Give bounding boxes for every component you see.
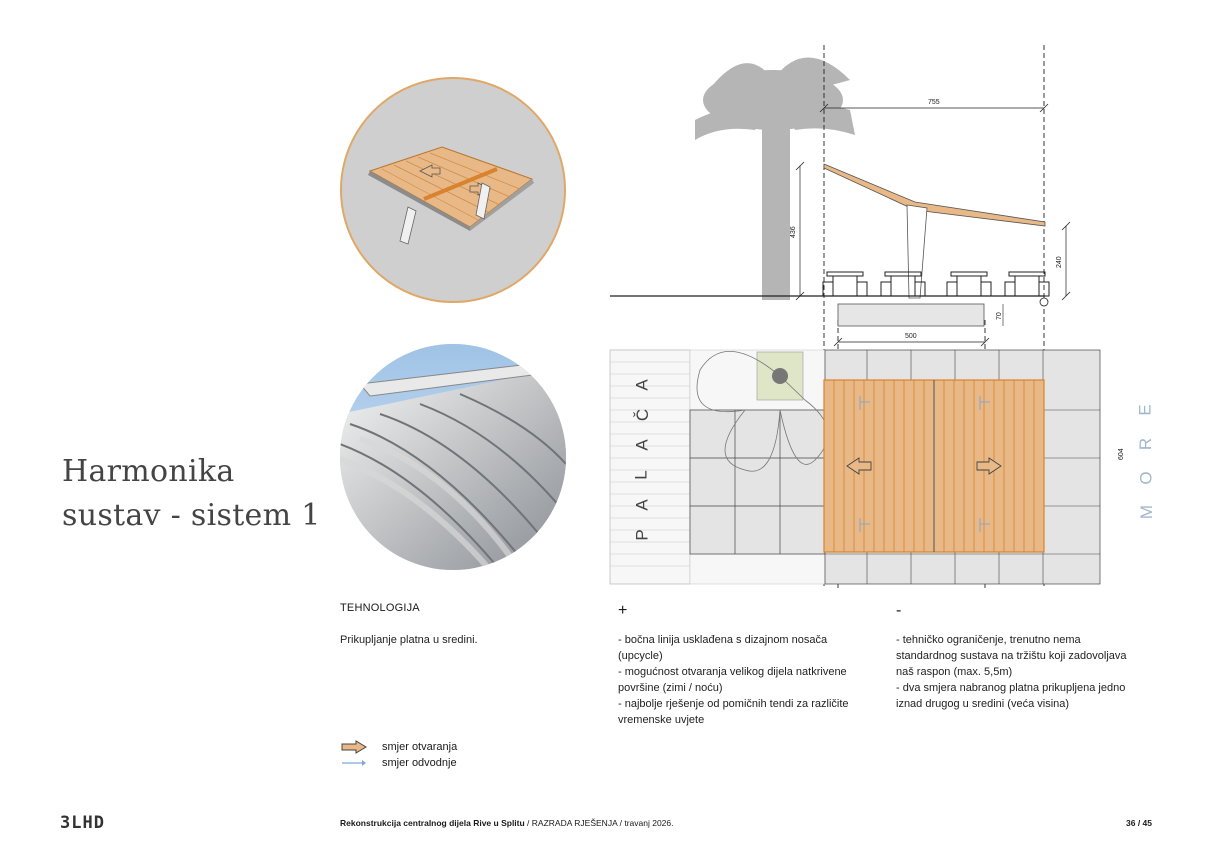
label-palaca: A Č A L A P [631, 379, 653, 541]
footer-project-title: Rekonstrukcija centralnog dijela Rive u Splitu [340, 818, 525, 828]
dim-plan-width: 500 [905, 333, 917, 340]
fabric-canopy-photo [340, 344, 566, 570]
legend-opening [340, 740, 457, 754]
cafe-furniture [823, 272, 1049, 296]
dim-height-left: 436 [790, 226, 797, 238]
cons-line: standardnog sustava na tržištu koji zadovoljava [896, 650, 1127, 662]
page-number: 36 / 45 [1126, 818, 1152, 828]
footer-project [340, 818, 674, 828]
footer-project-subtitle: / RAZRADA RJEŠENJA / travanj 2026. [524, 818, 674, 828]
cons-line: - dva smjera nabranog platna prikupljena jedno [896, 682, 1126, 694]
pros-line: - bočna linija usklađena s dizajnom nosača [618, 634, 828, 646]
technology-heading: TEHNOLOGIJA [340, 602, 420, 614]
dim-plan-height: 604 [1118, 448, 1125, 460]
technical-drawing [605, 40, 1105, 588]
cons-line: naš raspon (max. 5,5m) [896, 666, 1013, 678]
page-title-line-2: sustav - sistem 1 [62, 498, 321, 533]
dim-height-right: 240 [1056, 256, 1063, 268]
cons-line: - tehničko ograničenje, trenutno nema [896, 634, 1081, 646]
pros-line: - mogućnost otvaranja velikog dijela natkrivene [618, 666, 847, 678]
pros-list [618, 632, 888, 728]
cons-symbol: - [896, 602, 902, 619]
page-title [62, 450, 321, 538]
cons-line: iznad drugog u sredini (veća visina) [896, 698, 1070, 710]
legend-drainage-label: smjer odvodnje [382, 757, 457, 769]
page-title-line-1: Harmonika [62, 454, 235, 489]
pros-line: površine (zimi / noću) [618, 682, 723, 694]
pros-line: (upcycle) [618, 650, 663, 662]
dim-small: 70 [996, 312, 1003, 320]
axonometric-render-image [340, 77, 566, 303]
drainage-arrow-icon [340, 756, 368, 770]
palm-tree-silhouette [695, 58, 855, 301]
company-logo: 3LHD [60, 813, 105, 833]
legend-drainage [340, 756, 457, 770]
dim-width-top: 755 [928, 99, 940, 106]
opening-arrow-icon [340, 740, 368, 754]
label-more: E R O M [1135, 404, 1157, 520]
pros-symbol: + [618, 602, 628, 619]
legend-opening-label: smjer otvaranja [382, 741, 458, 753]
technology-description: Prikupljanje platna u sredini. [340, 634, 478, 646]
pros-line: - najbolje rješenje od pomičnih tendi za različite [618, 698, 849, 710]
cons-list [896, 632, 1166, 712]
pros-line: vremenske uvjete [618, 714, 705, 726]
